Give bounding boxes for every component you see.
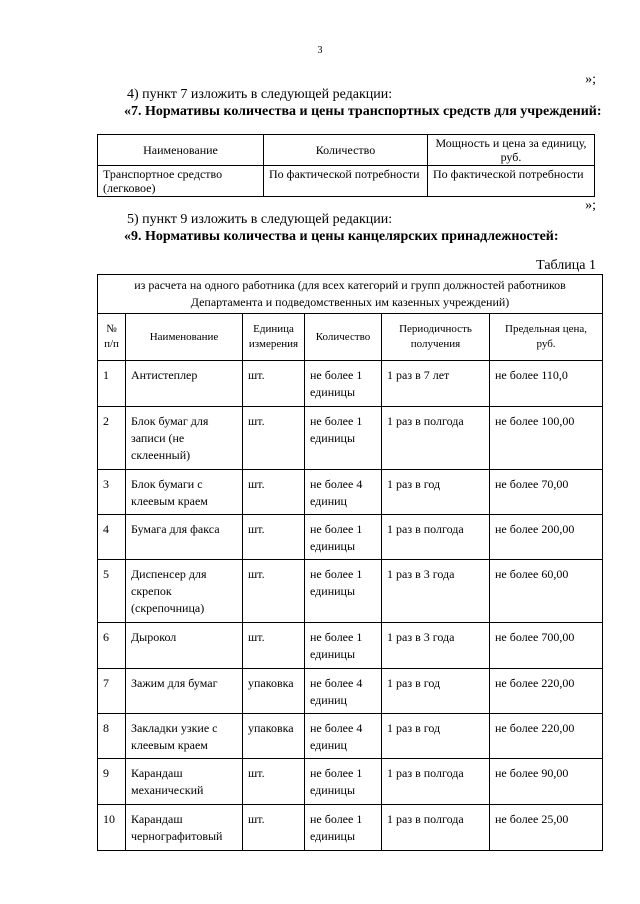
- table-cell: не более 1 единицы: [305, 805, 382, 851]
- table-cell: не более 220,00: [490, 669, 603, 714]
- column-header-row: [98, 314, 603, 361]
- table-cell: 1 раз в полгода: [382, 759, 490, 805]
- table-cell: не более 4 единиц: [305, 714, 382, 759]
- item5-title: «9. Нормативы количества и цены канцелярских принадлежностей:: [124, 229, 559, 244]
- transport-header-cell: Наименование: [98, 135, 264, 166]
- table-cell: Дырокол: [126, 623, 243, 669]
- column-header-cell: № п/п: [98, 314, 126, 361]
- table-cell: не более 110,0: [490, 361, 603, 407]
- table-body: [98, 361, 603, 851]
- table-row: [98, 470, 603, 515]
- table-cell: 1 раз в год: [382, 669, 490, 714]
- table-cell: Диспенсер для скрепок (скрепочница): [126, 560, 243, 623]
- transport-cell: По фактической потребности: [264, 166, 428, 197]
- table-cell: 2: [98, 407, 126, 470]
- closing-quote-2: »;: [585, 198, 596, 213]
- table-cell: не более 700,00: [490, 623, 603, 669]
- column-header-cell: Наименование: [126, 314, 243, 361]
- table-cell: упаковка: [243, 669, 305, 714]
- table-merged-header: [98, 275, 603, 314]
- table-cell: 1 раз в год: [382, 714, 490, 759]
- table-cell: не более 100,00: [490, 407, 603, 470]
- stationery-norms-table: [97, 274, 603, 851]
- table-cell: не более 25,00: [490, 805, 603, 851]
- table-row: [98, 623, 603, 669]
- closing-quote-1: »;: [585, 72, 596, 87]
- table-row: [98, 714, 603, 759]
- merged-header-cell: из расчета на одного работника (для всех категорий и групп должностей работников Департамента и подведомственных им казенных учреждений): [98, 275, 603, 314]
- table-cell: не более 220,00: [490, 714, 603, 759]
- transport-cell: По фактической потребности: [428, 166, 595, 197]
- table-row: [98, 759, 603, 805]
- table-cell: Блок бумаг для записи (не склеенный): [126, 407, 243, 470]
- table-cell: не более 200,00: [490, 515, 603, 560]
- table-cell: Бумага для факса: [126, 515, 243, 560]
- table-cell: не более 1 единицы: [305, 515, 382, 560]
- table-cell: 1 раз в полгода: [382, 407, 490, 470]
- table-cell: шт.: [243, 407, 305, 470]
- table-cell: 9: [98, 759, 126, 805]
- table-cell: упаковка: [243, 714, 305, 759]
- table-cell: 7: [98, 669, 126, 714]
- transport-norms-table: [97, 134, 595, 197]
- transport-cell: Транспортное средство (легковое): [98, 166, 264, 197]
- table-cell: не более 1 единицы: [305, 560, 382, 623]
- page-number: 3: [317, 45, 323, 56]
- table-cell: не более 1 единицы: [305, 759, 382, 805]
- table-cell: 10: [98, 805, 126, 851]
- table-cell: не более 70,00: [490, 470, 603, 515]
- table-cell: не более 1 единицы: [305, 407, 382, 470]
- table-cell: 6: [98, 623, 126, 669]
- table-cell: 3: [98, 470, 126, 515]
- table-cell: 4: [98, 515, 126, 560]
- table-cell: не более 1 единицы: [305, 623, 382, 669]
- table-cell: 8: [98, 714, 126, 759]
- table-cell: Зажим для бумаг: [126, 669, 243, 714]
- column-header-cell: Предельная цена, руб.: [490, 314, 603, 361]
- table-cell: 1 раз в год: [382, 470, 490, 515]
- table-cell: шт.: [243, 623, 305, 669]
- item5-intro: 5) пункт 9 изложить в следующей редакции:: [127, 212, 393, 227]
- table-label: Таблица 1: [536, 258, 596, 273]
- table-cell: 1 раз в 7 лет: [382, 361, 490, 407]
- table-cell: шт.: [243, 560, 305, 623]
- table-cell: 1: [98, 361, 126, 407]
- table-cell: Закладки узкие с клеевым краем: [126, 714, 243, 759]
- column-header-cell: Периодичность получения: [382, 314, 490, 361]
- table-cell: 1 раз в 3 года: [382, 560, 490, 623]
- table-cell: 1 раз в 3 года: [382, 623, 490, 669]
- table-cell: шт.: [243, 470, 305, 515]
- table-cell: не более 4 единиц: [305, 669, 382, 714]
- table-cell: шт.: [243, 805, 305, 851]
- table-cell: Блок бумаги с клеевым краем: [126, 470, 243, 515]
- table-row: [98, 805, 603, 851]
- table-cell: шт.: [243, 361, 305, 407]
- transport-header-cell: Мощность и цена за единицу, руб.: [428, 135, 595, 166]
- table-row: [98, 669, 603, 714]
- item4-title: «7. Нормативы количества и цены транспортных средств для учреждений:: [124, 104, 602, 119]
- table-row: [98, 515, 603, 560]
- table-cell: не более 1 единицы: [305, 361, 382, 407]
- table-cell: не более 90,00: [490, 759, 603, 805]
- table-cell: 5: [98, 560, 126, 623]
- transport-header-cell: Количество: [264, 135, 428, 166]
- table-cell: Карандаш чернографитовый: [126, 805, 243, 851]
- column-header-cell: Количество: [305, 314, 382, 361]
- table-row: [98, 407, 603, 470]
- table-row: [98, 560, 603, 623]
- table-cell: Карандаш механический: [126, 759, 243, 805]
- transport-header-row: [98, 135, 595, 166]
- table-cell: Антистеплер: [126, 361, 243, 407]
- table-cell: 1 раз в полгода: [382, 805, 490, 851]
- item4-intro: 4) пункт 7 изложить в следующей редакции:: [127, 87, 393, 102]
- table-row: [98, 361, 603, 407]
- column-header-cell: Единица измерения: [243, 314, 305, 361]
- table-cell: не более 4 единиц: [305, 470, 382, 515]
- table-cell: шт.: [243, 759, 305, 805]
- table-cell: не более 60,00: [490, 560, 603, 623]
- table-cell: шт.: [243, 515, 305, 560]
- table-cell: 1 раз в полгода: [382, 515, 490, 560]
- transport-row: [98, 166, 595, 197]
